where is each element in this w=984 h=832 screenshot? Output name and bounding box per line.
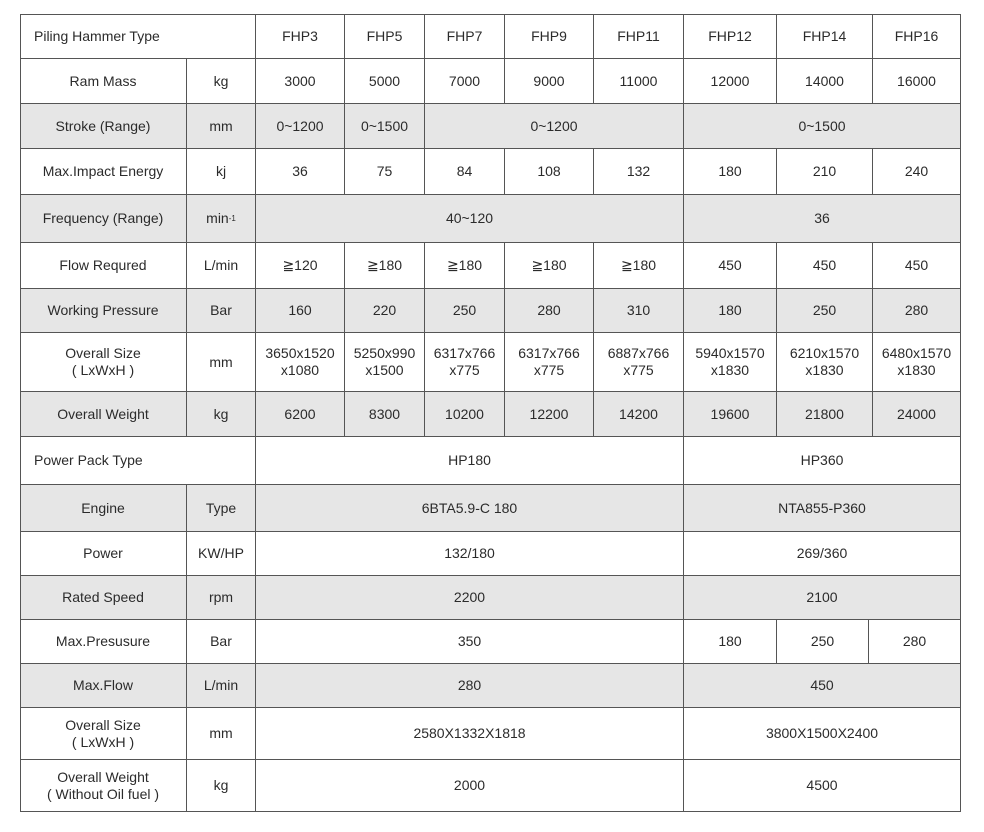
row-label-cell: Power [20, 532, 187, 576]
value-cell: 280 [869, 620, 961, 664]
row-unit-cell: kj [187, 149, 256, 195]
header-title-cell: Piling Hammer Type [20, 14, 256, 59]
model-header-cell: FHP12 [684, 14, 777, 59]
row-label-cell: Overall Weight ( Without Oil fuel ) [20, 760, 187, 812]
row-unit-cell: Bar [187, 620, 256, 664]
value-cell: 14000 [777, 59, 873, 104]
value-cell: 14200 [594, 392, 684, 437]
model-header-cell: FHP11 [594, 14, 684, 59]
row-label-cell: Ram Mass [20, 59, 187, 104]
value-cell: HP180 [256, 437, 684, 485]
value-cell: 6317x766 x775 [425, 333, 505, 392]
value-cell: 11000 [594, 59, 684, 104]
value-cell: 450 [684, 664, 961, 708]
spec-table [20, 14, 961, 812]
value-cell: 280 [505, 289, 594, 333]
value-cell: 310 [594, 289, 684, 333]
row-label-cell: Power Pack Type [20, 437, 256, 485]
value-cell: 450 [873, 243, 961, 289]
value-cell: 180 [684, 620, 777, 664]
row-unit-cell: mm [187, 333, 256, 392]
value-cell: 12200 [505, 392, 594, 437]
value-cell: ≧180 [425, 243, 505, 289]
row-unit-cell: mm [187, 104, 256, 149]
row-unit-cell: Bar [187, 289, 256, 333]
value-cell: 3650x1520 x1080 [256, 333, 345, 392]
value-cell: 2580X1332X1818 [256, 708, 684, 760]
value-cell: 4500 [684, 760, 961, 812]
value-cell: 450 [777, 243, 873, 289]
value-cell: 75 [345, 149, 425, 195]
row-label-cell: Working Pressure [20, 289, 187, 333]
row-label-cell: Max.Presusure [20, 620, 187, 664]
row-unit-cell: min -1 [187, 195, 256, 243]
model-header-cell: FHP9 [505, 14, 594, 59]
row-unit-cell: kg [187, 392, 256, 437]
value-cell: 160 [256, 289, 345, 333]
row-unit-cell: rpm [187, 576, 256, 620]
value-cell: 180 [684, 149, 777, 195]
row-label-cell: Engine [20, 485, 187, 532]
value-cell: 19600 [684, 392, 777, 437]
value-cell: 0~1500 [684, 104, 961, 149]
row-unit-cell: Type [187, 485, 256, 532]
row-unit-cell: kg [187, 59, 256, 104]
value-cell: 36 [684, 195, 961, 243]
value-cell: 220 [345, 289, 425, 333]
row-label-cell: Frequency (Range) [20, 195, 187, 243]
value-cell: 12000 [684, 59, 777, 104]
model-header-cell: FHP5 [345, 14, 425, 59]
value-cell: 108 [505, 149, 594, 195]
value-cell: 6480x1570 x1830 [873, 333, 961, 392]
row-unit-cell: mm [187, 708, 256, 760]
value-cell: 0~1200 [425, 104, 684, 149]
value-cell: ≧120 [256, 243, 345, 289]
value-cell: 3800X1500X2400 [684, 708, 961, 760]
value-cell: 180 [684, 289, 777, 333]
value-cell: 84 [425, 149, 505, 195]
value-cell: 40~120 [256, 195, 684, 243]
value-cell: 36 [256, 149, 345, 195]
value-cell: 280 [873, 289, 961, 333]
value-cell: 6BTA5.9-C 180 [256, 485, 684, 532]
value-cell: 132 [594, 149, 684, 195]
value-cell: ≧180 [505, 243, 594, 289]
row-label-cell: Stroke (Range) [20, 104, 187, 149]
value-cell: 16000 [873, 59, 961, 104]
value-cell: 2000 [256, 760, 684, 812]
value-cell: 6887x766 x775 [594, 333, 684, 392]
value-cell: 10200 [425, 392, 505, 437]
value-cell: 210 [777, 149, 873, 195]
row-label-cell: Max.Flow [20, 664, 187, 708]
value-cell: 6200 [256, 392, 345, 437]
value-cell: 0~1500 [345, 104, 425, 149]
value-cell: 6210x1570 x1830 [777, 333, 873, 392]
model-header-cell: FHP3 [256, 14, 345, 59]
value-cell: 250 [777, 620, 869, 664]
row-label-cell: Rated Speed [20, 576, 187, 620]
row-unit-cell: KW/HP [187, 532, 256, 576]
value-cell: 5250x990 x1500 [345, 333, 425, 392]
model-header-cell: FHP16 [873, 14, 961, 59]
value-cell: 24000 [873, 392, 961, 437]
row-unit-cell: kg [187, 760, 256, 812]
value-cell: 2100 [684, 576, 961, 620]
value-cell: 7000 [425, 59, 505, 104]
value-cell: 8300 [345, 392, 425, 437]
value-cell: 240 [873, 149, 961, 195]
model-header-cell: FHP14 [777, 14, 873, 59]
row-label-cell: Max.Impact Energy [20, 149, 187, 195]
row-unit-cell: L/min [187, 243, 256, 289]
value-cell: 9000 [505, 59, 594, 104]
value-cell: 21800 [777, 392, 873, 437]
value-cell: ≧180 [594, 243, 684, 289]
value-cell: 6317x766 x775 [505, 333, 594, 392]
value-cell: 350 [256, 620, 684, 664]
value-cell: 3000 [256, 59, 345, 104]
value-cell: 2200 [256, 576, 684, 620]
value-cell: HP360 [684, 437, 961, 485]
row-unit-cell: L/min [187, 664, 256, 708]
value-cell: 132/180 [256, 532, 684, 576]
value-cell: 250 [777, 289, 873, 333]
row-label-cell: Overall Size ( LxWxH ) [20, 333, 187, 392]
row-label-cell: Overall Size ( LxWxH ) [20, 708, 187, 760]
value-cell: 0~1200 [256, 104, 345, 149]
value-cell: 450 [684, 243, 777, 289]
model-header-cell: FHP7 [425, 14, 505, 59]
row-label-cell: Flow Requred [20, 243, 187, 289]
value-cell: ≧180 [345, 243, 425, 289]
value-cell: 5000 [345, 59, 425, 104]
row-label-cell: Overall Weight [20, 392, 187, 437]
value-cell: 280 [256, 664, 684, 708]
value-cell: 5940x1570 x1830 [684, 333, 777, 392]
value-cell: 269/360 [684, 532, 961, 576]
value-cell: NTA855-P360 [684, 485, 961, 532]
value-cell: 250 [425, 289, 505, 333]
